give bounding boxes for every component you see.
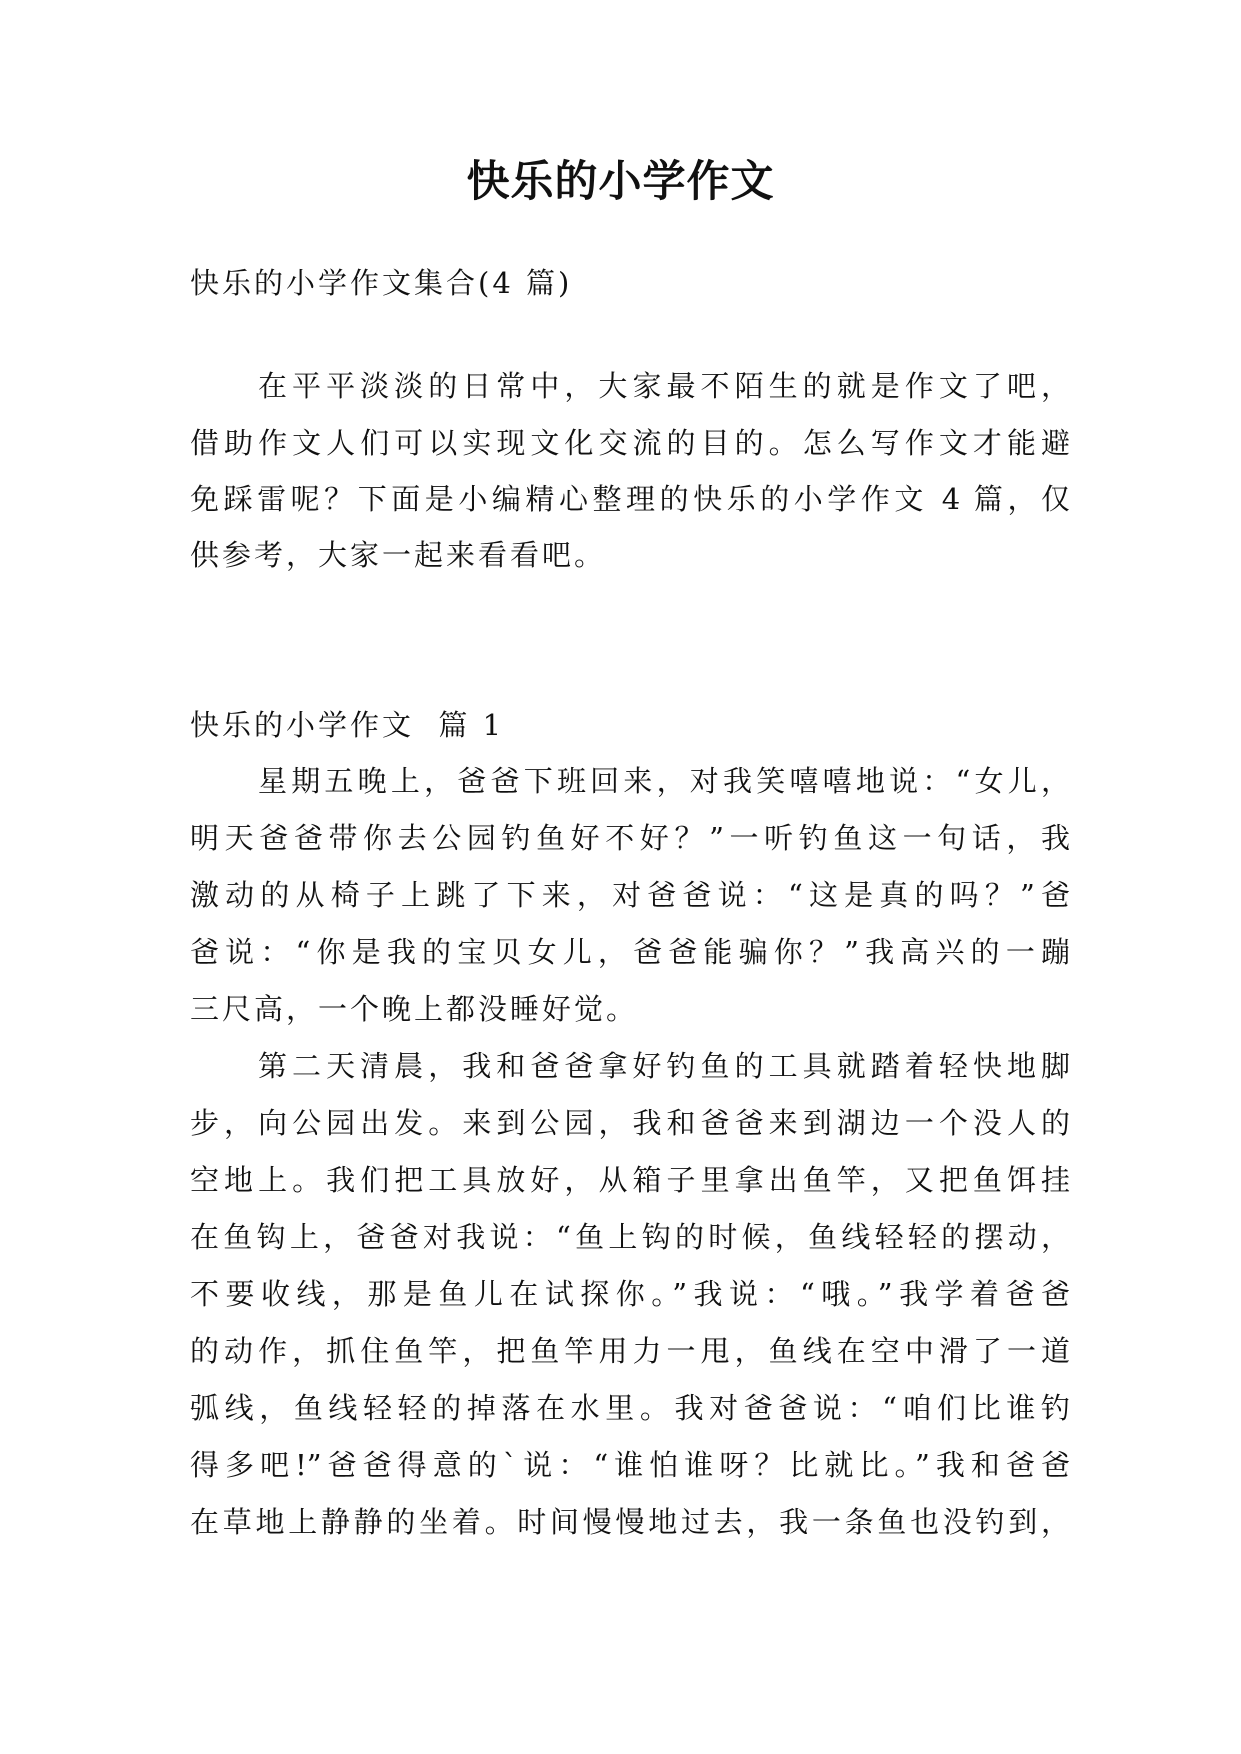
paragraph-1-line-5: 三尺高，一个晚上都没睡好觉。 <box>190 992 639 1026</box>
section-heading: 快乐的小学作文 篇 1 <box>190 708 505 742</box>
intro-line-2: 借助作文人们可以实现文化交流的目的。怎么写作文才能避 <box>190 426 1070 460</box>
document-subtitle: 快乐的小学作文集合(4 篇) <box>190 266 573 300</box>
paragraph-2-line-2: 步，向公园出发。来到公园，我和爸爸来到湖边一个没人的 <box>190 1106 1070 1140</box>
paragraph-2-line-8: 得多吧!”爸爸得意的`说：“谁怕谁呀？比就比。”我和爸爸 <box>190 1448 1070 1482</box>
intro-line-4: 供参考，大家一起来看看吧。 <box>190 538 607 572</box>
paragraph-2-line-1: 第二天清晨，我和爸爸拿好钓鱼的工具就踏着轻快地脚 <box>258 1049 1070 1083</box>
paragraph-2-line-6: 的动作，抓住鱼竿，把鱼竿用力一甩，鱼线在空中滑了一道 <box>190 1334 1070 1368</box>
document-title: 快乐的小学作文 <box>466 157 775 207</box>
paragraph-2-line-3: 空地上。我们把工具放好，从箱子里拿出鱼竿，又把鱼饵挂 <box>190 1163 1070 1197</box>
paragraph-1-line-2: 明天爸爸带你去公园钓鱼好不好？”一听钓鱼这一句话，我 <box>190 821 1070 855</box>
paragraph-1-line-4: 爸说：“你是我的宝贝女儿，爸爸能骗你？”我高兴的一蹦 <box>190 935 1070 969</box>
intro-line-3: 免踩雷呢？下面是小编精心整理的快乐的小学作文 4 篇，仅 <box>190 482 1070 516</box>
paragraph-2-line-9: 在草地上静静的坐着。时间慢慢地过去，我一条鱼也没钓到， <box>190 1505 1070 1539</box>
paragraph-2-line-5: 不要收线，那是鱼儿在试探你。”我说：“哦。”我学着爸爸 <box>190 1277 1070 1311</box>
paragraph-1-line-1: 星期五晚上，爸爸下班回来，对我笑嘻嘻地说：“女儿， <box>258 764 1070 798</box>
paragraph-2-line-7: 弧线，鱼线轻轻的掉落在水里。我对爸爸说：“咱们比谁钓 <box>190 1391 1070 1425</box>
paragraph-2-line-4: 在鱼钩上，爸爸对我说：“鱼上钩的时候，鱼线轻轻的摆动， <box>190 1220 1070 1254</box>
paragraph-1-line-3: 激动的从椅子上跳了下来，对爸爸说：“这是真的吗？”爸 <box>190 878 1070 912</box>
intro-line-1: 在平平淡淡的日常中，大家最不陌生的就是作文了吧， <box>258 369 1070 403</box>
